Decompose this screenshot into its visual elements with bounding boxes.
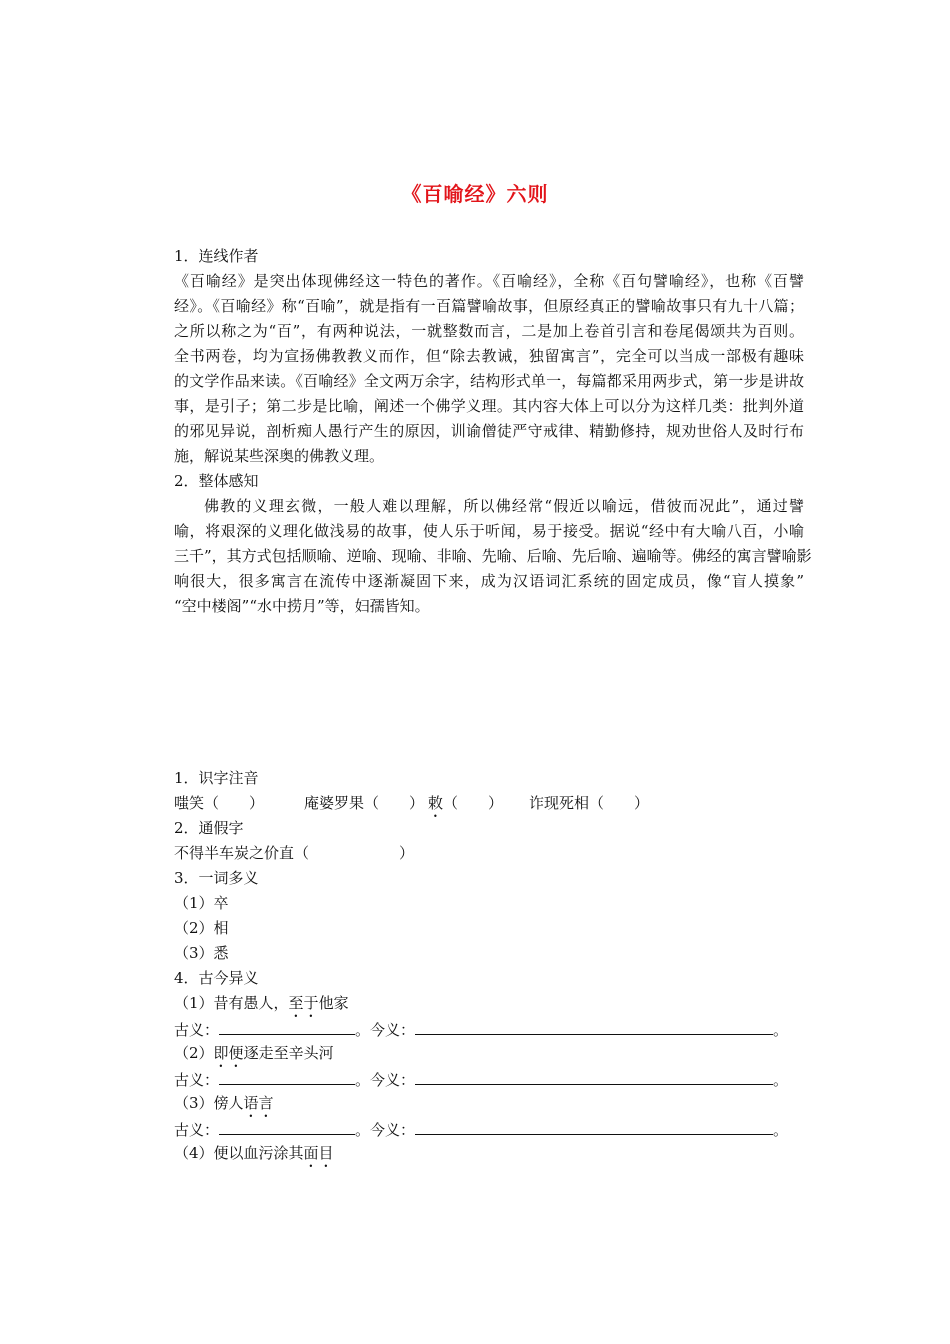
heading-tongjia: 2．通假字 [174,819,244,837]
jin-answer-blank[interactable] [415,1066,773,1085]
paragraph-line: 响很大，很多寓言在流传中逐渐凝固下来，成为汉语词汇系统的固定成员，像“盲人摸象” [174,572,804,590]
jin-label: 。今义： [355,1021,416,1039]
polysemy-item: （2）相 [174,919,229,937]
end-mark: 。 [773,1121,789,1139]
gu-answer-blank[interactable] [219,1016,355,1035]
heading-author: 1．连线作者 [174,247,259,265]
paragraph-line: 经》。《百喻经》称“百喻”，就是指有一百篇譬喻故事，但原经真正的譬喻故事只有九十八篇； [174,297,804,315]
gu-label: 古义： [174,1121,220,1139]
paragraph-line: 《百喻经》是突出体现佛经这一特色的著作。《百喻经》，全称《百句譬喻经》，也称《百譬 [174,272,804,290]
end-mark: 。 [773,1021,789,1039]
exercise-section [174,766,804,1166]
item-text: 逐走至辛头河 [243,1044,334,1062]
paragraph-line: 佛教的义理玄微，一般人难以理解，所以佛经常“假近以喻远，借彼而况此”，通过譬 [204,497,804,515]
pronunciation-item: 庵婆罗果（ ） [304,794,425,812]
item-text: （2） [174,1044,214,1062]
polysemy-item: （1）卒 [174,894,229,912]
paragraph-line: 的文学作品来读。《百喻经》全文两万余字，结构形式单一，每篇都采用两步式，第一步是讲故 [174,372,804,390]
paragraph-line: 喻，将艰深的义理化做浅易的故事，使人乐于听闻，易于接受。据说“经中有大喻八百，小喻 [174,522,804,540]
paragraph-line: 事，是引子；第二步是比喻，阐述一个佛学义理。其内容大体上可以分为这样几类：批判外道 [174,397,804,415]
paragraph-line: 全书两卷，均为宣扬佛教教义而作，但“除去教诫，独留寓言”，完全可以当成一部极有趣味 [174,347,804,365]
heading-ancient-modern: 4．古今异义 [174,969,259,987]
item-emphasis: 语言 [243,1094,274,1112]
item-emphasis: 至于 [288,994,319,1012]
paragraph-line: 之所以称之为“百”，有两种说法，一就整数而言，二是加上卷首引言和卷尾偈颂共为百则。 [174,322,804,340]
paragraph-line: 三千”，其方式包括顺喻、逆喻、现喻、非喻、先喻、后喻、先后喻、遍喻等。佛经的寓言譬喻影 [174,547,812,565]
heading-perception: 2．整体感知 [174,472,259,490]
item-text: （3）傍人 [174,1094,244,1112]
jin-label: 。今义： [355,1121,416,1139]
pronunciation-item: 敕（ ） [428,794,504,812]
item-text: （1）昔有愚人， [174,994,289,1012]
intro-section [174,244,812,619]
pronunciation-item: 嗤笑（ ） [174,794,265,812]
answer-row [174,1066,804,1091]
item-emphasis: 即便 [213,1044,244,1062]
pronunciation-items [174,791,804,816]
jin-answer-blank[interactable] [415,1116,773,1135]
heading-polysemy: 3．一词多义 [174,869,259,887]
paragraph-line: “空中楼阁”“水中捞月”等，妇孺皆知。 [174,597,430,615]
jin-answer-blank[interactable] [415,1016,773,1035]
polysemy-item: （3）悉 [174,944,229,962]
answer-row [174,1016,804,1041]
jin-label: 。今义： [355,1071,416,1089]
ancient-modern-item [174,1041,804,1066]
gu-label: 古义： [174,1021,220,1039]
ancient-modern-item [174,1141,804,1166]
tongjia-item: 不得半车炭之价直（ ） [174,844,415,862]
ancient-modern-item [174,1091,804,1116]
paragraph-line: 的邪见异说，剖析痴人愚行产生的原因，训谕僧徒严守戒律、精勤修持，规劝世俗人及时行布 [174,422,804,440]
item-text: 他家 [318,994,349,1012]
page-title: 《百喻经》六则 [401,182,549,206]
gu-label: 古义： [174,1071,220,1089]
paragraph-line: 施，解说某些深奥的佛教义理。 [174,447,385,465]
item-text: （4）便以血污涂其 [174,1144,304,1162]
end-mark: 。 [773,1071,789,1089]
pronunciation-item: 诈现死相（ ） [529,794,650,812]
gu-answer-blank[interactable] [219,1066,355,1085]
intro-paragraph-2 [174,494,812,619]
item-emphasis: 面目 [303,1144,334,1162]
answer-row [174,1116,804,1141]
ancient-modern-item [174,991,804,1016]
intro-paragraph-1 [174,269,804,469]
gu-answer-blank[interactable] [219,1116,355,1135]
heading-pronunciation: 1．识字注音 [174,769,259,787]
